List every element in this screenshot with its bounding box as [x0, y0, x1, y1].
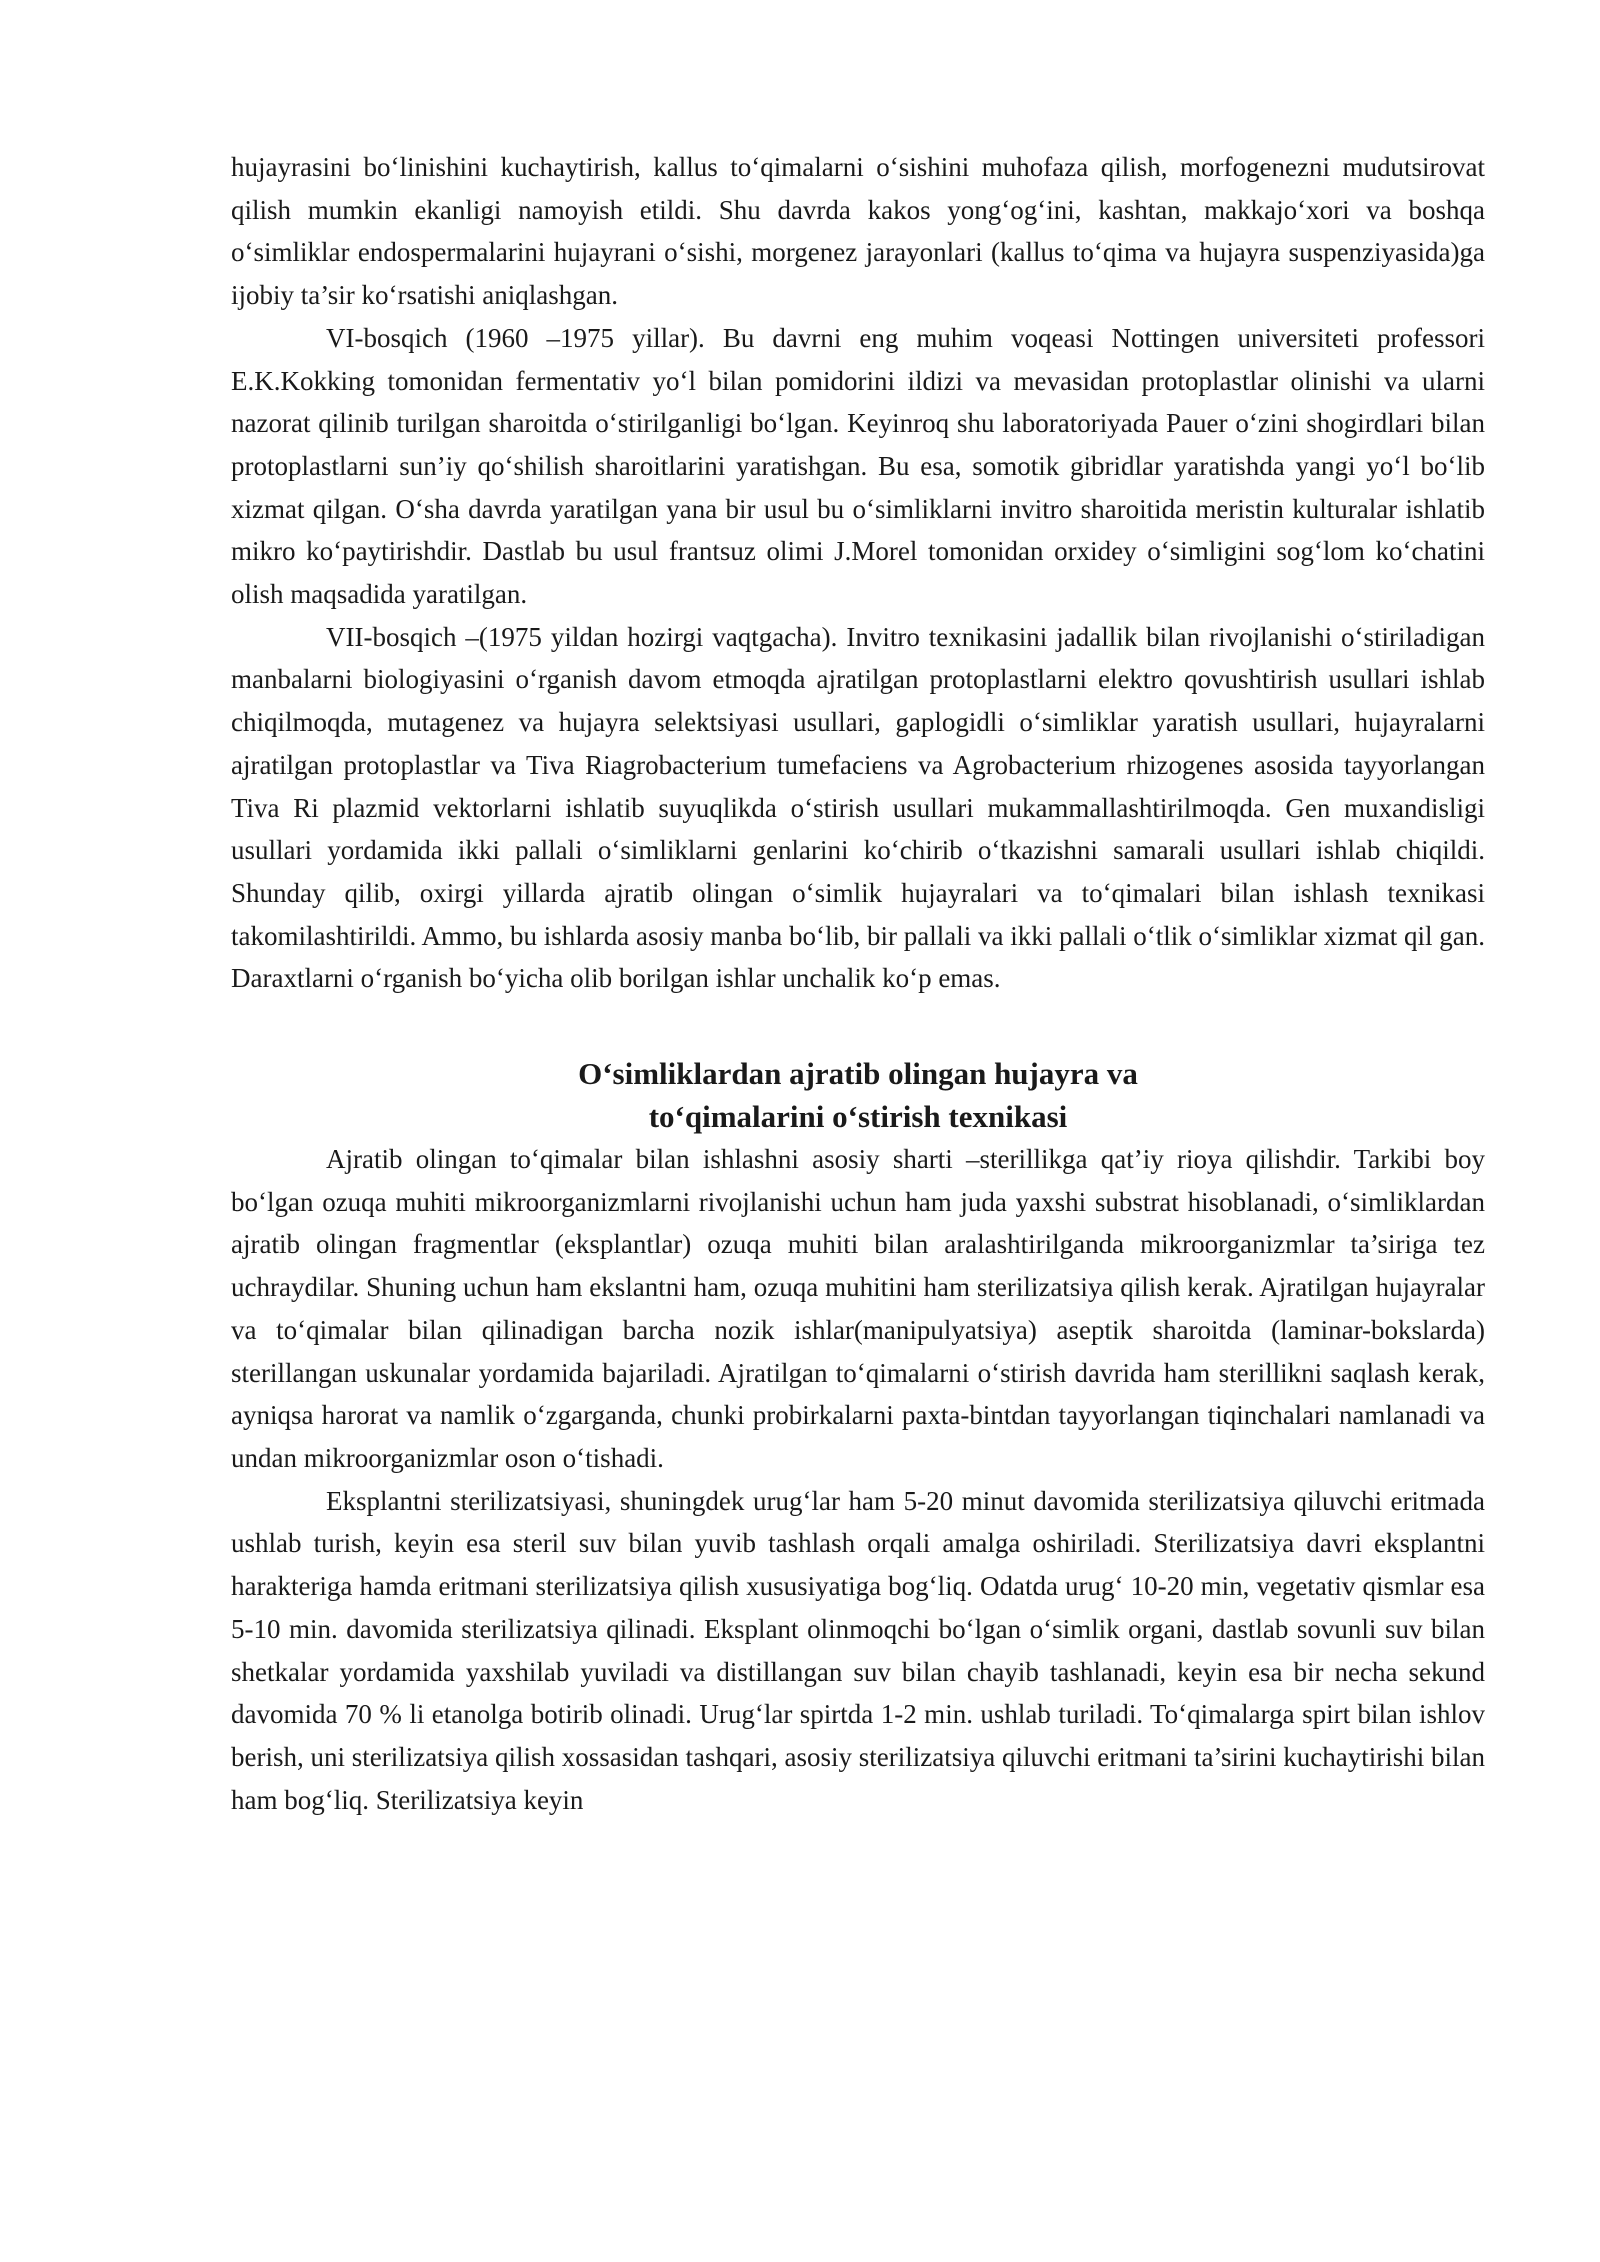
- paragraph-stage-vii: VII-bosqich –(1975 yildan hozirgi vaqtgacha). Invitro texnikasini jadallik bilan rivojlanishi o‘stiriladigan manbalarni biologiyasini o‘rganish davom etmoqda ajratilgan protoplastlarni elektro qovushtirish usullari ishlab chiqilmoqda, mutagenez va hujayra selektsiyasi usullari, gaplogidli o‘simliklar yaratish usullari, hujayralarni ajratilgan protoplastlar va Tiva Riagrobacterium tumefaciens va Agrobacterium rhizogenes asosida tayyorlangan Tiva Ri plazmid vektorlarni ishlatib suyuqlikda o‘stirish usullari mukammallashtirilmoqda. Gen muxandisligi usullari yordamida ikki pallali o‘simliklarni genlarini ko‘chirib o‘tkazishni samarali usullari ishlab chiqildi. Shunday qilib, oxirgi yillarda ajratib olingan o‘simlik hujayralari va to‘qimalari bilan ishlash texnikasi takomilashtirildi. Ammo, bu ishlarda asosiy manba bo‘lib, bir pallali va ikki pallali o‘tlik o‘simliklar xizmat qil gan. Daraxtlarni o‘rganish bo‘yicha olib borilgan ishlar unchalik ko‘p emas.: [231, 621, 1485, 994]
- section-heading-line-2: to‘qimalarini o‘stirish texnikasi: [648, 1099, 1068, 1135]
- paragraph-stage-vi: VI-bosqich (1960 –1975 yillar). Bu davrni eng muhim voqeasi Nottingen universiteti professori E.K.Kokking tomonidan fermentativ yo‘l bilan pomidorini ildizi va mevasidan protoplastlar olinishi va ularni nazorat qilinib turilgan sharoitda o‘stirilganligi bo‘lgan. Keyinroq shu laboratoriyada Pauer o‘zini shogirdlari bilan protoplastlarni sun’iy qo‘shilish sharoitlarini yaratishgan. Bu esa, somotik gibridlar yaratishda yangi yo‘l bo‘lib xizmat qilgan. O‘sha davrda yaratilgan yana bir usul bu o‘simliklarni invitro sharoitida meristin kulturalar ishlatib mikro ko‘paytirishdir. Dastlab bu usul frantsuz olimi J.Morel tomonidan orxidey o‘simligini sog‘lom ko‘chatini olish maqsadida yaratilgan.: [231, 322, 1485, 610]
- document-page: [231, 146, 1485, 1821]
- paragraph-explant-sterilization: Eksplantni sterilizatsiyasi, shuningdek urug‘lar ham 5-20 minut davomida sterilizatsiya qiluvchi eritmada ushlab turish, keyin esa steril suv bilan yuvib tashlash orqali amalga oshiriladi. Sterilizatsiya davri eksplantni harakteriga hamda eritmani sterilizatsiya qilish xususiyatiga bog‘liq. Odatda urug‘ 10-20 min, vegetativ qismlar esa 5-10 min. davomida sterilizatsiya qilinadi. Eksplant olinmoqchi bo‘lgan o‘simlik organi, dastlab sovunli suv bilan shetkalar yordamida yaxshilab yuviladi va distillangan suv bilan chayib tashlanadi, keyin esa bir necha sekund davomida 70 % li etanolga botirib olinadi. Urug‘lar spirtda 1-2 min. ushlab turiladi. To‘qimalarga spirt bilan ishlov berish, uni sterilizatsiya qilish xossasidan tashqari, asosiy sterilizatsiya qiluvchi eritmani ta’sirini kuchaytirishi bilan ham bog‘liq. Sterilizatsiya keyin: [231, 1485, 1485, 1815]
- section-heading: [231, 1052, 1485, 1138]
- section-heading-line-1: O‘simliklardan ajratib olingan hujayra va: [578, 1056, 1138, 1092]
- paragraph-intro-continuation: hujayrasini bo‘linishini kuchaytirish, kallus to‘qimalarni o‘sishini muhofaza qilish, morfogenezni mudutsirovat qilish mumkin ekanligi namoyish etildi. Shu davrda kakos yong‘og‘ini, kashtan, makkajo‘xori va boshqa o‘simliklar endospermalarini hujayrani o‘sishi, morgenez jarayonlari (kallus to‘qima va hujayra suspenziyasida)ga ijobiy ta’sir ko‘rsatishi aniqlashgan.: [231, 152, 1485, 311]
- paragraph-sterility: Ajratib olingan to‘qimalar bilan ishlashni asosiy sharti –sterillikga qat’iy rioya qilishdir. Tarkibi boy bo‘lgan ozuqa muhiti mikroorganizmlarni rivojlanishi uchun ham juda yaxshi substrat hisoblanadi, o‘simliklardan ajratib olingan fragmentlar (eksplantlar) ozuqa muhiti bilan aralashtirilganda mikroorganizmlar ta’siriga tez uchraydilar. Shuning uchun ham ekslantni ham, ozuqa muhitini ham sterilizatsiya qilish kerak. Ajratilgan hujayralar va to‘qimalar bilan qilinadigan barcha nozik ishlar(manipulyatsiya) aseptik sharoitda (laminar-bokslarda) sterillangan uskunalar yordamida bajariladi. Ajratilgan to‘qimalarni o‘stirish davrida ham sterillikni saqlash kerak, ayniqsa harorat va namlik o‘zgarganda, chunki probirkalarni paxta-bintdan tayyorlangan tiqinchalari namlanadi va undan mikroorganizmlar oson o‘tishadi.: [231, 1144, 1485, 1473]
